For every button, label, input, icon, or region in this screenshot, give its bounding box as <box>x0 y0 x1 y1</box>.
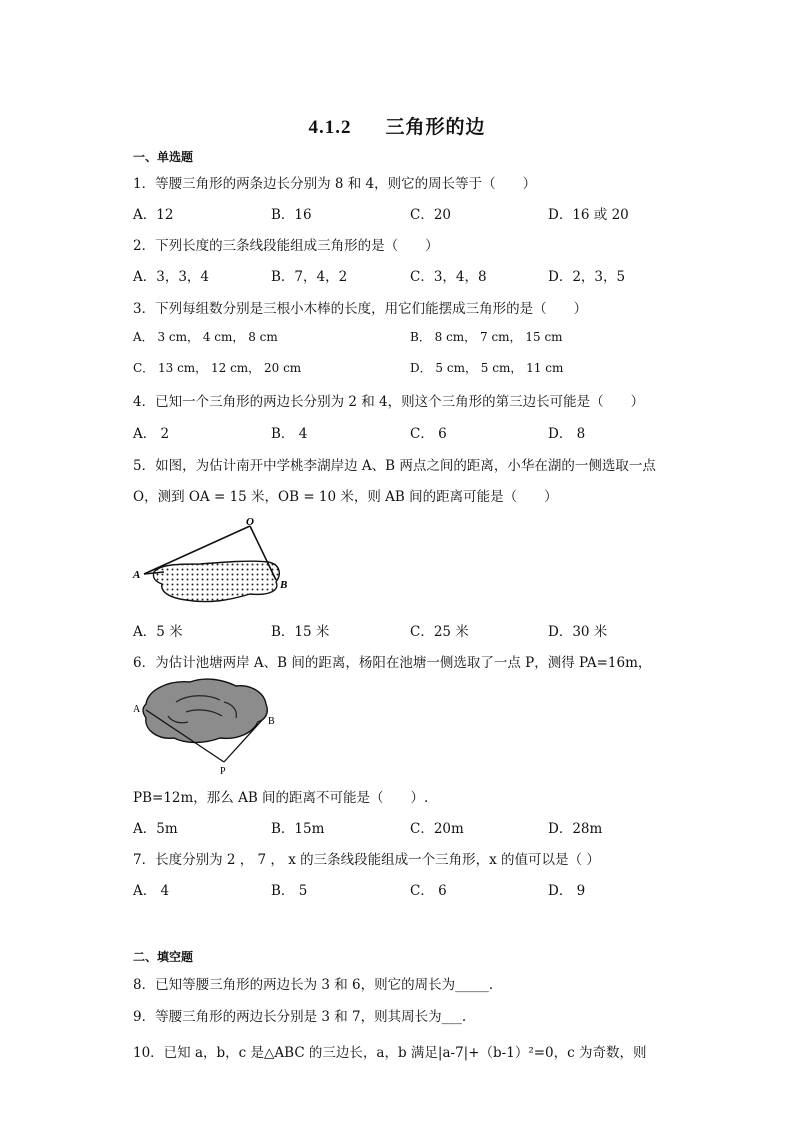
q7-option-a: A． 4 <box>133 883 170 899</box>
q4-option-d: D． 8 <box>548 426 586 442</box>
q2-option-b: B．7，4，2 <box>271 269 348 285</box>
q5-option-a: A．5 米 <box>133 624 183 640</box>
section-single-choice: 一、单选题 <box>133 150 194 164</box>
question-7: 7．长度分别为 2 ， 7 ， x 的三条线段能组成一个三角形，x 的值可以是（ ） <box>133 852 600 868</box>
q2-option-c: C．3，4，8 <box>410 269 487 285</box>
question-8: 8．已知等腰三角形的两边长为 3 和 6，则它的周长为_____． <box>133 977 503 993</box>
label-p: P <box>220 766 226 777</box>
q1-option-c: C．20 <box>410 207 452 223</box>
title-number: 4.1.2 <box>308 117 352 138</box>
q7-option-b: B． 5 <box>271 883 308 899</box>
question-9: 9．等腰三角形的两边长分别是 3 和 7，则其周长为___. <box>133 1009 467 1025</box>
q5-option-c: C．25 米 <box>410 624 469 640</box>
label-o: O <box>246 516 254 528</box>
question-5-line-1: 5．如图，为估计南开中学桃李湖岸边 A、B 两点之间的距离，小华在湖的一侧选取一点 <box>133 458 656 474</box>
q3-option-a: A． 3 cm， 4 cm， 8 cm <box>133 330 278 344</box>
q7-option-d: D． 9 <box>548 883 586 899</box>
question-1: 1．等腰三角形的两条边长分别为 8 和 4，则它的周长等于（ ） <box>133 176 537 192</box>
q1-option-d: D．16 或 20 <box>548 207 629 223</box>
q2-option-a: A．3，3，4 <box>133 269 210 285</box>
q3-option-b: B． 8 cm， 7 cm， 15 cm <box>410 330 563 344</box>
q5-option-d: D．30 米 <box>548 624 608 640</box>
title-text: 三角形的边 <box>385 116 486 138</box>
label-a: A <box>133 569 141 581</box>
pond-figure <box>128 672 288 780</box>
q4-option-a: A． 2 <box>133 426 170 442</box>
label-b: B <box>280 579 288 591</box>
question-2: 2．下列长度的三条线段能组成三角形的是（ ） <box>133 238 439 254</box>
q4-option-c: C． 6 <box>410 426 447 442</box>
question-3: 3．下列每组数分别是三根小木棒的长度，用它们能摆成三角形的是（ ） <box>133 301 588 317</box>
q1-option-a: A．12 <box>133 207 174 223</box>
section-fill-blank: 二、填空题 <box>133 950 194 964</box>
q6-option-b: B．15m <box>271 821 325 837</box>
label-a: A <box>133 704 141 715</box>
lake-figure <box>130 512 300 612</box>
q1-option-b: B．16 <box>271 207 312 223</box>
q6-option-d: D．28m <box>548 821 603 837</box>
label-b: B <box>268 716 275 727</box>
question-5-line-2: O，测到 OA = 15 米，OB = 10 米，则 AB 间的距离可能是（ ） <box>133 489 558 505</box>
q5-option-b: B．15 米 <box>271 624 330 640</box>
q2-option-d: D．2，3，5 <box>548 269 626 285</box>
q4-option-b: B． 4 <box>271 426 308 442</box>
q6-option-c: C．20m <box>410 821 464 837</box>
question-6-line-2: PB=12m，那么 AB 间的距离不可能是（ ）. <box>133 790 429 806</box>
question-10: 10．已知 a，b，c 是△ABC 的三边长，a，b 满足|a-7|+（b-1）²=0，c 为奇数，则 <box>133 1045 647 1061</box>
q3-option-c: C． 13 cm， 12 cm， 20 cm <box>133 361 302 375</box>
lake-shape <box>153 561 279 601</box>
question-6-line-1: 6．为估计池塘两岸 A、B 间的距离，杨阳在池塘一侧选取了一点 P，测得 PA=16m， <box>133 655 652 671</box>
q3-option-d: D． 5 cm， 5 cm， 11 cm <box>410 361 564 375</box>
q7-option-c: C． 6 <box>410 883 447 899</box>
q6-option-a: A．5m <box>133 821 178 837</box>
question-4: 4．已知一个三角形的两边长分别为 2 和 4，则这个三角形的第三边长可能是（ ） <box>133 394 645 410</box>
page-title <box>0 112 794 139</box>
